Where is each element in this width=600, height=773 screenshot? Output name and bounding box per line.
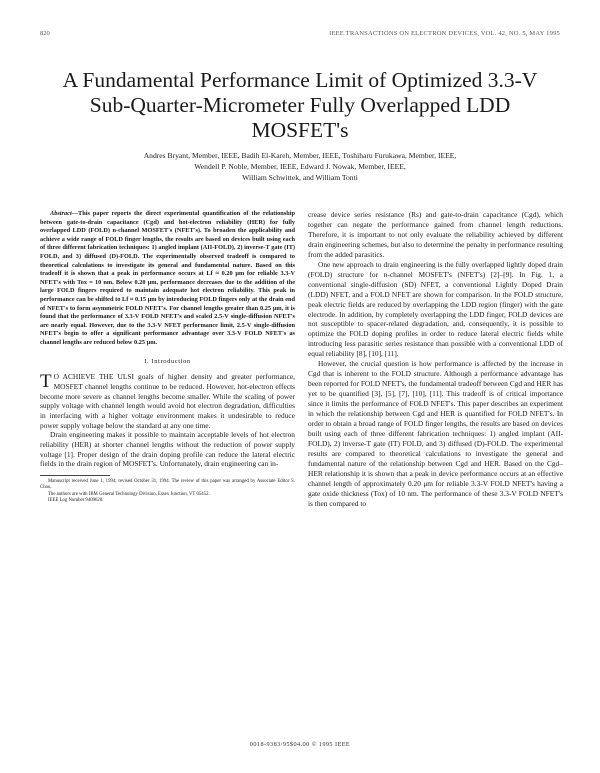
author-list <box>60 150 540 183</box>
right-column <box>308 210 563 509</box>
intro-paragraph-2: Drain engineering makes it possible to maintain acceptable levels of hot electron reliability (HER) at shorter channel lengths without the reduction of power supply voltage [1]. Proper design of the drain doping profile can reduce the lateral electric fields in the drain region of MOSFET's. Unfortunately, drain engineering can in- <box>40 430 295 469</box>
author-line-3: William Schwittek, and William Tonti <box>242 173 358 182</box>
footnote-divider <box>40 475 110 476</box>
footnote-received: Manuscript received June 1, 1994; revised October 31, 1994. The review of this paper was arranged by Associate Editor S. Chou. <box>40 479 295 491</box>
author-line-2: Wendell P. Noble, Member, IEEE, Edward J. Nowak, Member, IEEE, <box>194 162 406 171</box>
drop-cap: T <box>40 371 52 393</box>
right-paragraph-1: crease device series resistance (Rs) and gate-to-drain capacitance (Cgd), which together can negate the performance gained from channel length reductions. Therefore, it is important to not only evaluate the reliability achieved by different drain engineering schemes, but also to determine the penalty in performance resulting from the added parasitics. <box>308 210 563 259</box>
right-paragraph-2: One new approach to drain engineering is the fully overlapped lightly doped drain (FOLD) structure for n-channel MOSFET's (NFET's) [2]–[9]. In Fig. 1, a conventional single-diffusion (SD) NFET, a conventional Lightly Doped Drain (LDD) NFET, and a FOLD NFET are shown for comparison. In the FOLD structure, peak electric fields are reduced by overlapping the LDD region (finger) with the gate electrode. In addition, by completely overlapping the LDD finger, FOLD devices are not susceptible to spacer-related degradation, and, consequently, it is possible to optimize the FOLD doping profiles in order to reduce lateral electric fields while introducing less parasitic series resistance than possible with a conventional LDD of equal reliability [8], [10], [11]. <box>308 259 563 359</box>
abstract <box>40 210 295 348</box>
copyright-footer: 0018-9383/95$04.00 © 1995 IEEE <box>249 741 351 748</box>
left-column <box>40 210 295 504</box>
page-number: 820 <box>40 30 50 37</box>
journal-header: IEEE TRANSACTIONS ON ELECTRON DEVICES, VOL. 42, NO. 5, MAY 1995 <box>329 30 560 37</box>
abstract-lead: Abstract— <box>50 210 78 217</box>
intro-paragraph-1-text: O ACHIEVE THE ULSI goals of higher density and greater performance, MOSFET channel lengths continue to be reduced. However, hot-electron effects become more severe as channel lengths become smaller. While the scaling of power supply voltage with channel length would avoid hot electron degradation, difficulties in interfacing with a higher voltage environment makes it undesirable to reduce power supply voltage below the standard at any one time. <box>40 372 295 430</box>
introduction-body <box>40 372 295 469</box>
footnote-affiliation: The authors are with IBM General Technology Division, Essex Junction, VT 05452. <box>48 491 210 497</box>
abstract-text: This paper reports the direct experimental quantification of the relationship between gate-to-drain capacitance (Cgd) and hot-electron reliability (HER) for fully overlapped LDD (FOLD) n-channel MOSFET's (NFET's). To broaden the applicability and achieve a wide range of FOLD finger lengths, the results are based on devices built using each of three different fabrication techniques: 1) angled implant (AII-FOLD), 2) inverse-T gate (IT) FOLD, and 3) diffused (D)-FOLD. The experimentally observed tradeoff is compared to theoretical calculations to investigate its general and fundamental nature. Based on this tradeoff it is shown that a peak in performance occurs at Lf ≈ 0.20 μm for reliable 3.3-V NFET's with Tox = 10 nm. Below 0.20 μm, performance decreases due to the addition of the large FOLD fingers required to maintain adequate hot electron reliability. This peak in performance can be shifted to Lf ≈ 0.15 μm by introducing FOLD fingers only at the drain end of NFET's to form asymmetric FOLD NFET's. For channel lengths greater than 0.25 μm, it is found that the performance of 3.3-V FOLD NFET's and scaled 2.5-V single-diffusion NFET's are nearly equal. However, due to the 3.3-V NFET performance limit, 2.5-V single-diffusion NFET's begin to offer a significant performance advantage over 3.3-V FOLD NFET's as channel lengths are reduced below 0.25 μm. <box>40 210 295 346</box>
footnotes <box>40 479 295 504</box>
paper-title: A Fundamental Performance Limit of Optimized 3.3-V Sub-Quarter-Micrometer Fully Overlapped LDD MOSFET's <box>62 68 538 142</box>
author-line-1: Andres Bryant, Member, IEEE, Badih El-Kareh, Member, IEEE, Toshiharu Furukawa, Member, IEEE, <box>143 151 457 160</box>
right-paragraph-3: However, the crucial question is how performance is affected by the increase in Cgd that is inherent to the FOLD structure. Although a performance advantage has been reported for FOLD NFET's, the fundamental tradeoff between Cgd and HER has yet to be quantified [3], [5], [7], [10], [11]. This tradeoff is of critical importance since it limits the performance of FOLD NFET's. This paper describes an experiment in which the relationship between Cgd and HER is quantified for FOLD NFET's. In order to obtain a broad range of FOLD finger lengths, the results are based on devices built using each of three different fabrication techniques: 1) angled implant (AII-FOLD), 2) inverse-T gate (IT) FOLD, and 3) diffused (D)-FOLD. The experimental results are compared to theoretical calculations to investigate the general and fundamental nature of the relationship between Cgd and HER. Based on the Cgd–HER relationship it is shown that a peak in device performance occurs at an effective channel length of approximately 0.20 μm for reliable 3.3-V FOLD NFET's having a gate oxide thickness (Tox) of 10 nm. The performance of these 3.3-V FOLD NFET's is then compared to <box>308 359 563 508</box>
section-heading-introduction: I. Introduction <box>144 357 191 365</box>
footnote-ieee-log: IEEE Log Number 9409620. <box>48 497 104 503</box>
intro-paragraph-1 <box>40 372 295 430</box>
running-header <box>40 30 560 42</box>
